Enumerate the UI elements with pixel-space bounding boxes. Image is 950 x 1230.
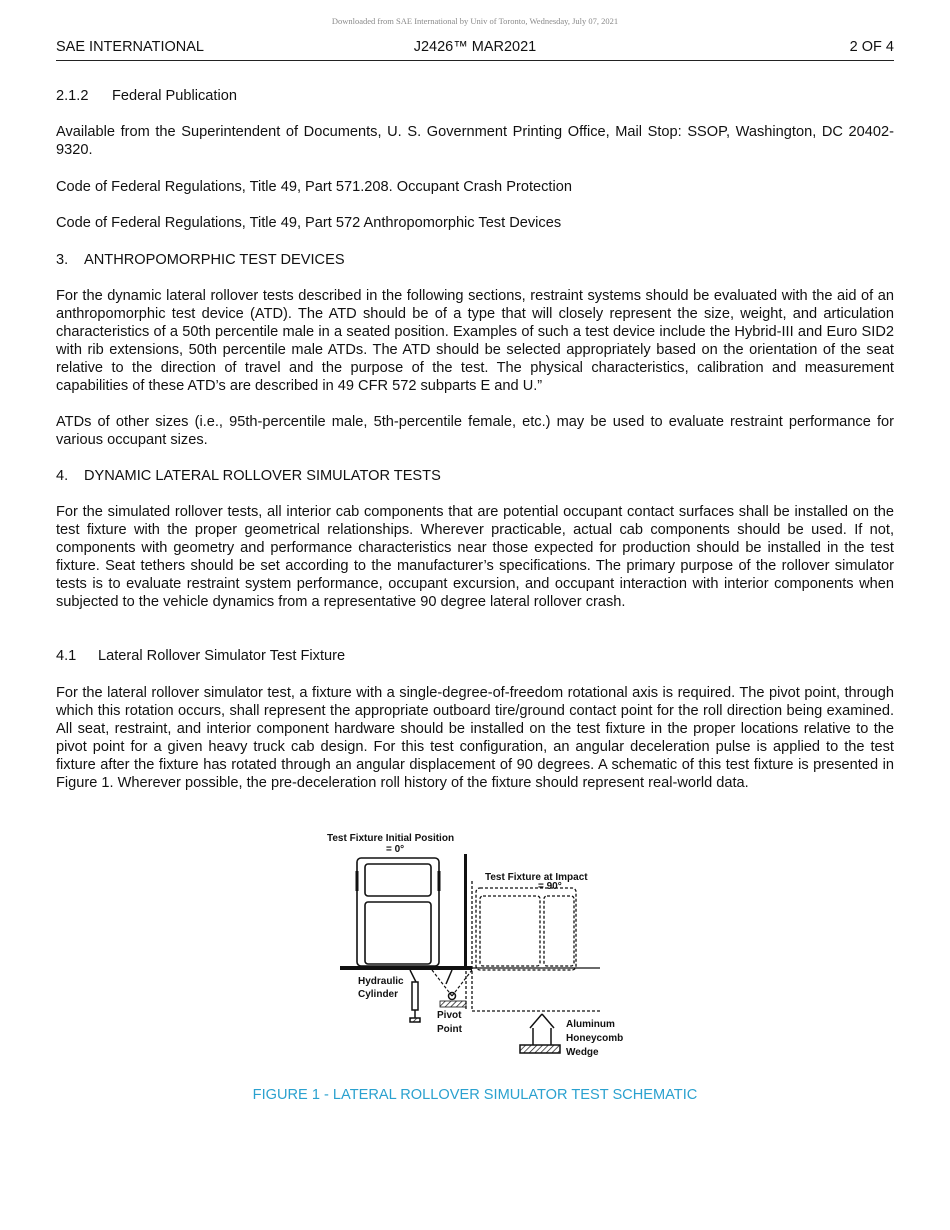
header-doc-number: J2426™ MAR2021 [413, 39, 537, 55]
label-honeycomb: Honeycomb [566, 1033, 624, 1044]
label-initial-position: Test Fixture Initial Position [327, 833, 455, 844]
section-number: 4.1 [56, 648, 77, 664]
seat-initial [357, 858, 439, 966]
label-impact-angle: = 90° [538, 881, 562, 892]
figure-caption: FIGURE 1 - LATERAL ROLLOVER SIMULATOR TEST SCHEMATIC [252, 1087, 698, 1103]
section-title: Lateral Rollover Simulator Test Fixture [98, 648, 346, 664]
honeycomb-wedge [520, 1014, 560, 1053]
paragraph: ATDs of other sizes (i.e., 95th-percentile male, 5th-percentile female, etc.) may be used to evaluate restraint performance for various occupant sizes. [56, 414, 894, 448]
section-2-1-2-heading [56, 87, 894, 105]
label-cylinder: Cylinder [358, 989, 399, 1000]
section-title: DYNAMIC LATERAL ROLLOVER SIMULATOR TESTS [84, 468, 441, 484]
section-number: 3. [56, 252, 69, 268]
section-number: 4. [56, 468, 69, 484]
label-pivot: Pivot [437, 1010, 462, 1021]
label-hydraulic: Hydraulic [358, 976, 404, 987]
label-aluminum: Aluminum [566, 1019, 615, 1030]
seat-impact [466, 876, 600, 1011]
download-watermark: Downloaded from SAE International by Univ of Toronto, Wednesday, July 07, 2021 [331, 16, 619, 26]
section-title: ANTHROPOMORPHIC TEST DEVICES [84, 252, 345, 268]
section-title: Federal Publication [112, 88, 237, 104]
paragraph: Available from the Superintendent of Documents, U. S. Government Printing Office, Mail Stop: SSOP, Washington, DC 20402-9320. [56, 124, 894, 158]
page-header [56, 38, 894, 61]
section-3-heading [56, 251, 894, 269]
paragraph: For the lateral rollover simulator test, a fixture with a single-degree-of-freedom rotational axis is required. The pivot point, through which this rotation occurs, shall represent the appropriate outboard tire/ground contact point for the roll direction being examined. All seat, restraint, and interior component hardware should be installed on the test fixture in the proper locations relative to the pivot point for a given heavy truck cab design. For this test configuration, an angular deceleration pulse is applied to the test fixture after the fixture has rotated through an angular displacement of 90 degrees. A schematic of this test fixture is presented in Figure 1. Wherever possible, the pre-deceleration roll history of the fixture should represent real-world data. [56, 685, 894, 791]
header-page-number: 2 OF 4 [849, 39, 894, 55]
section-4-1-heading [56, 647, 894, 665]
paragraph: For the dynamic lateral rollover tests described in the following sections, restraint systems should be evaluated with the aid of an anthropomorphic test device (ATD). The ATD should be of a type that will closely represent the size, weight, and articulation characteristics of a 50th percentile male in a seated position. Examples of such a test device include the Hybrid-III and Euro SID2 with rib extensions, 50th percentile male ATDs. The ATD should be selected appropriately based on the orientation of the seat relative to the direction of travel and the purpose of the test. The physical characteristics, calibration and measurement capabilities of these ATD’s are described in 49 CFR 572 subparts E and U.” [56, 288, 894, 394]
label-impact-position: Test Fixture at Impact [485, 872, 588, 883]
figure-rollover-schematic [320, 826, 640, 1066]
label-wedge: Wedge [566, 1047, 599, 1058]
section-number: 2.1.2 [56, 88, 89, 104]
section-4-heading [56, 467, 894, 485]
rollover-schematic-diagram [320, 826, 640, 1066]
paragraph: Code of Federal Regulations, Title 49, Part 571.208. Occupant Crash Protection [56, 179, 572, 195]
paragraph: Code of Federal Regulations, Title 49, Part 572 Anthropomorphic Test Devices [56, 215, 562, 231]
header-publisher: SAE INTERNATIONAL [56, 39, 204, 55]
paragraph: For the simulated rollover tests, all interior cab components that are potential occupant contact surfaces shall be installed on the test fixture with the proper geometrical relationships. Wherever practicable, actual cab components should be used. If not, components with geometry and performance characteristics near those expected for production should be installed in the test fixture. Seat tethers should be set according to the manufacturer’s specifications. The primary purpose of the rollover simulator tests is to evaluate restraint system performance, occupant excursion, and occupant interaction with interior components when subjected to the vehicle dynamics from a representative 90 degree lateral rollover crash. [56, 504, 894, 610]
label-initial-angle: = 0° [386, 844, 405, 855]
label-point: Point [437, 1024, 462, 1035]
